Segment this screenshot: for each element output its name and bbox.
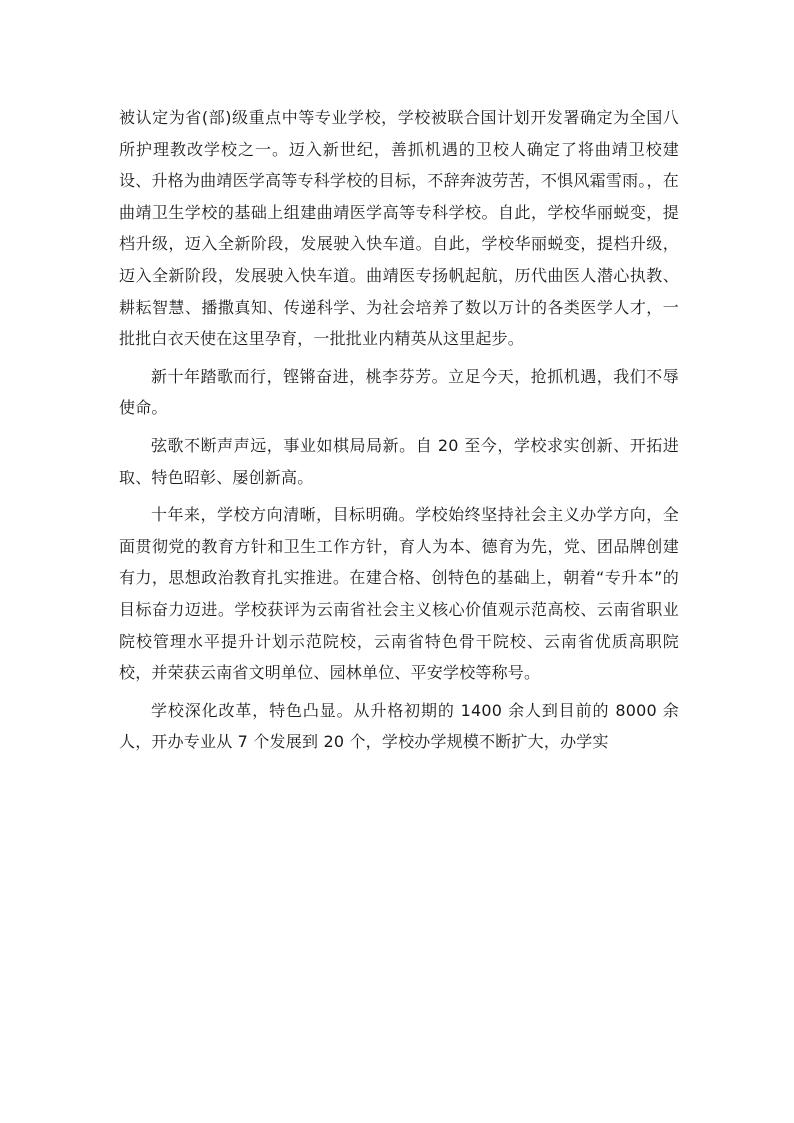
document-body (119, 102, 679, 758)
paragraph-3: 弦歌不断声声远，事业如棋局局新。自 20 至今，学校求实创新、开拓进取、特色昭彰、屡创新高。 (119, 435, 679, 487)
paragraph-4: 十年来，学校方向清晰，目标明确。学校始终坚持社会主义办学方向，全面贯彻党的教育方针和卫生工作方针，育人为本、德育为先，党、团品牌创建有力，思想政治教育扎实推进。在建合格、创特色的基础上，朝着“专升本”的目标奋力迈进。学校获评为云南省社会主义核心价值观示范高校、云南省职业院校管理水平提升计划示范院校，云南省特色骨干院校、云南省优质高职院校，并荣获云南省文明单位、园林单位、平安学校等称号。 (119, 505, 679, 683)
paragraph-5: 学校深化改革，特色凸显。从升格初期的 1400 余人到目前的 8000 余人，开办专业从 7 个发展到 20 个，学校办学规模不断扩大，办学实 (119, 700, 679, 752)
paragraph-1: 被认定为省(部)级重点中等专业学校，学校被联合国计划开发署确定为全国八所护理教改学校之一。迈入新世纪，善抓机遇的卫校人确定了将曲靖卫校建设、升格为曲靖医学高等专科学校的目标，不辞奔波劳苦，不惧风霜雪雨。，在曲靖卫生学校的基础上组建曲靖医学高等专科学校。自此，学校华丽蜕变，提档升级，迈入全新阶段，发展驶入快车道。自此，学校华丽蜕变，提档升级，迈入全新阶段，发展驶入快车道。曲靖医专扬帆起航，历代曲医人潜心执教、耕耘智慧、播撒真知、传递科学、为社会培养了数以万计的各类医学人才，一批批白衣天使在这里孕育，一批批业内精英从这里起步。 (119, 108, 679, 349)
paragraph-2: 新十年踏歌而行，铿锵奋进，桃李芬芳。立足今天，抢抓机遇，我们不辱使命。 (119, 366, 679, 418)
